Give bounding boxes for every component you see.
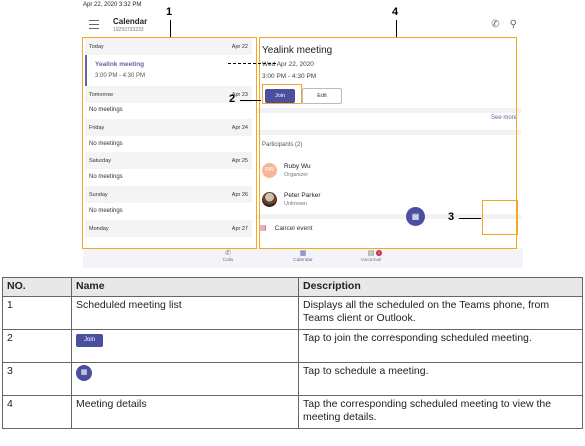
nav-calls[interactable]: [208, 250, 248, 263]
table-cell: [72, 330, 299, 363]
table-row: [3, 396, 583, 429]
arrow: [170, 20, 171, 37]
day-date: Apr 24: [231, 125, 248, 131]
table-cell: Displays all the scheduled on the Teams phone, from Teams client or Outlook.: [299, 297, 583, 330]
table-cell: Tap to join the corresponding scheduled meeting.: [299, 330, 583, 363]
arrow: [396, 20, 397, 37]
table-cell: 4: [3, 396, 72, 429]
menu-icon[interactable]: [89, 20, 99, 29]
day-name: Friday: [89, 125, 105, 131]
join-button[interactable]: Join: [265, 89, 295, 103]
top-bar: [83, 0, 523, 40]
table-cell: Tap to schedule a meeting.: [299, 363, 583, 396]
legend-table: [2, 277, 583, 429]
search-icon[interactable]: ⚲: [509, 19, 517, 30]
highlight-list: [82, 37, 257, 249]
no-meetings-label: No meetings: [89, 107, 123, 113]
calendar-add-icon: ▦: [411, 212, 420, 221]
no-meetings-label: No meetings: [89, 208, 123, 214]
app-number: 19293733233: [113, 27, 144, 33]
dashed-arrow: [228, 63, 276, 65]
nav-voicemail[interactable]: [351, 250, 391, 263]
participant-name: Peter Parker: [284, 192, 321, 199]
table-cell: Meeting details: [72, 396, 299, 429]
day-date: Apr 23: [231, 92, 248, 98]
no-meetings-label: No meetings: [89, 141, 123, 147]
day-date: Apr 27: [231, 226, 248, 232]
schedule-button-sample: ▦: [76, 365, 92, 381]
table-cell: 2: [3, 330, 72, 363]
calendar-icon: ▦: [299, 250, 307, 257]
participant-role: Unknown: [284, 201, 307, 207]
table-cell: Tap the corresponding scheduled meeting to view the meeting details.: [299, 396, 583, 429]
day-name: Today: [89, 44, 104, 50]
cancel-event-label: Cancel event: [274, 225, 313, 232]
details-date: Wed Apr 22, 2020: [262, 61, 314, 68]
table-cell: [72, 363, 299, 396]
table-row: [3, 330, 583, 363]
callout-3: 3: [448, 211, 455, 223]
highlight-join: [262, 84, 302, 104]
bottom-nav: [83, 248, 523, 268]
arrow: [459, 218, 481, 219]
day-name: Saturday: [89, 158, 112, 164]
details-time: 3:00 PM - 4:30 PM: [262, 73, 317, 80]
phone-icon: ✆: [225, 250, 231, 257]
nav-calendar-label: Calendar: [293, 258, 313, 263]
join-button-sample: Join: [76, 334, 103, 347]
nav-calls-label: Calls: [222, 258, 234, 263]
day-date: Apr 26: [231, 192, 248, 198]
nav-calendar[interactable]: [283, 250, 323, 263]
table-row: [3, 297, 583, 330]
top-actions: [481, 19, 517, 30]
details-title: Yealink meeting: [262, 45, 333, 56]
callout-2: 2: [229, 93, 236, 105]
day-name: Tomorrow: [89, 92, 114, 98]
table-header: NO.: [3, 278, 72, 297]
participant-role: Organizer: [284, 172, 309, 178]
highlight-fab: [482, 200, 518, 235]
avatar: RW: [262, 163, 277, 178]
voicemail-icon: ▤: [367, 250, 375, 257]
table-row: [3, 363, 583, 396]
table-header: Description: [299, 278, 583, 297]
callout-4: 4: [392, 6, 399, 18]
table-cell: 1: [3, 297, 72, 330]
day-date: Apr 25: [231, 158, 248, 164]
app-title: Calendar: [113, 17, 148, 26]
day-name: Monday: [89, 226, 109, 232]
status-time: Apr 22, 2020 3:32 PM: [83, 2, 142, 8]
table-header: Name: [72, 278, 299, 297]
call-icon[interactable]: ✆: [491, 19, 500, 30]
participant-name: Ruby Wu: [284, 163, 311, 170]
see-more-link[interactable]: See more: [490, 115, 517, 121]
voicemail-badge: 1: [377, 250, 381, 255]
meeting-time: 3:00 PM - 4:30 PM: [95, 73, 146, 79]
meeting-title: Yealink meeting: [95, 61, 145, 68]
arrow: [240, 100, 261, 101]
edit-button[interactable]: Edit: [302, 88, 342, 104]
day-name: Sunday: [89, 192, 108, 198]
day-date: Apr 22: [231, 44, 248, 50]
table-cell: Scheduled meeting list: [72, 297, 299, 330]
trash-icon: ▤: [260, 225, 267, 232]
callout-1: 1: [166, 6, 173, 18]
nav-voicemail-label: Voicemail: [360, 258, 382, 263]
table-cell: 3: [3, 363, 72, 396]
participants-label: Participants (2): [262, 142, 303, 148]
no-meetings-label: No meetings: [89, 174, 123, 180]
